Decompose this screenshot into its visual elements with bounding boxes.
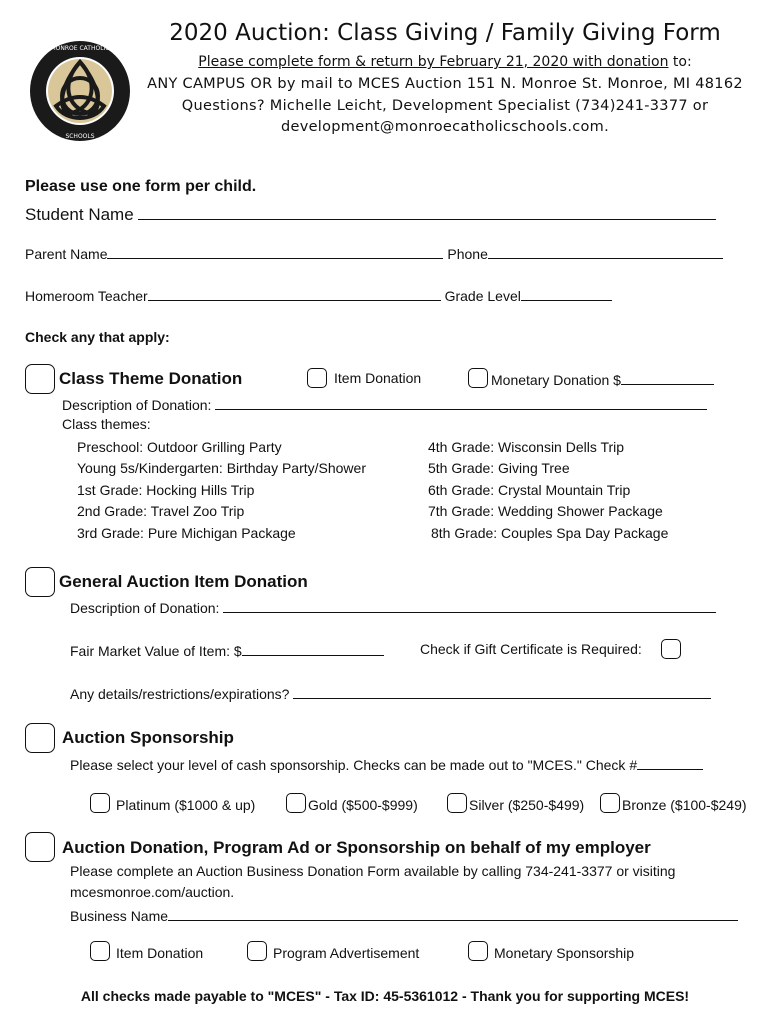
- student-name-field[interactable]: [25, 205, 716, 225]
- class-theme-title: Class Theme Donation: [59, 369, 243, 388]
- general-item-checkbox[interactable]: [25, 567, 55, 597]
- theme-item: 8th Grade: Couples Spa Day Package: [431, 524, 669, 541]
- parent-name-field[interactable]: [25, 244, 723, 262]
- monetary-sponsorship-checkbox[interactable]: [468, 941, 488, 961]
- business-name-label: Business Name: [70, 908, 169, 924]
- questions-contact: Questions? Michelle Leicht, Development Specialist (734)241-3377 or: [181, 98, 709, 114]
- mailing-address: ANY CAMPUS OR by mail to MCES Auction 151 N. Monroe St. Monroe, MI 48162: [147, 76, 743, 92]
- svg-text:SCHOOLS: SCHOOLS: [65, 133, 95, 140]
- theme-item: 6th Grade: Crystal Mountain Trip: [428, 481, 631, 498]
- school-logo: [28, 36, 132, 146]
- program-ad-label: Program Advertisement: [273, 945, 420, 961]
- class-description-field[interactable]: [62, 395, 707, 413]
- class-themes-label: Class themes:: [62, 416, 151, 432]
- theme-item: 1st Grade: Hocking Hills Trip: [77, 481, 255, 498]
- item-donation-checkbox[interactable]: [307, 368, 327, 388]
- item-donation-label: Item Donation: [334, 370, 422, 386]
- class-description-label: Description of Donation:: [62, 397, 212, 413]
- gold-checkbox[interactable]: [286, 793, 306, 813]
- silver-checkbox[interactable]: [447, 793, 467, 813]
- parent-name-line[interactable]: [107, 244, 443, 259]
- footer-note: All checks made payable to "MCES" - Tax ID: 45-5361012 - Thank you for supporting MCES!: [80, 988, 690, 1004]
- gold-label: Gold ($500-$999): [308, 797, 418, 813]
- bronze-checkbox[interactable]: [600, 793, 620, 813]
- phone-label: Phone: [447, 246, 488, 262]
- homeroom-line[interactable]: [148, 286, 441, 301]
- bronze-label: Bronze ($100-$249): [622, 797, 747, 813]
- monetary-donation-checkbox[interactable]: [468, 368, 488, 388]
- employer-item-label: Item Donation: [116, 945, 204, 961]
- silver-label: Silver ($250-$499): [469, 797, 585, 813]
- monetary-sponsorship-label: Monetary Sponsorship: [494, 945, 635, 961]
- deadline-tail: to:: [668, 54, 692, 70]
- sponsorship-text: Please select your level of cash sponsorship. Checks can be made out to "MCES." Check #: [70, 757, 638, 773]
- theme-item: 4th Grade: Wisconsin Dells Trip: [428, 439, 625, 455]
- employer-text-2: mcesmonroe.com/auction.: [70, 884, 235, 900]
- employer-item-checkbox[interactable]: [90, 941, 110, 961]
- theme-item: Young 5s/Kindergarten: Birthday Party/Shower: [77, 460, 366, 477]
- gift-certificate-label: Check if Gift Certificate is Required:: [420, 641, 642, 657]
- details-field[interactable]: [70, 684, 711, 702]
- general-item-title: General Auction Item Donation: [59, 572, 308, 591]
- platinum-label: Platinum ($1000 & up): [116, 797, 256, 813]
- homeroom-label: Homeroom Teacher: [25, 288, 148, 304]
- student-name-line[interactable]: [138, 205, 716, 220]
- class-theme-checkbox[interactable]: [25, 364, 55, 394]
- sponsorship-checkbox[interactable]: [25, 723, 55, 753]
- monetary-donation-label: Monetary Donation $: [491, 372, 621, 388]
- employer-title: Auction Donation, Program Ad or Sponsorship on behalf of my employer: [62, 838, 651, 857]
- return-instructions: [120, 54, 770, 70]
- form-title: 2020 Auction: Class Giving / Family Giving Form: [169, 20, 721, 46]
- details-line[interactable]: [293, 684, 711, 699]
- homeroom-field[interactable]: [25, 286, 612, 304]
- contact-email: development@monroecatholicschools.com.: [280, 119, 610, 135]
- monetary-donation-field[interactable]: [491, 370, 714, 388]
- general-description-label: Description of Donation:: [70, 600, 220, 616]
- theme-item: 5th Grade: Giving Tree: [428, 460, 570, 477]
- general-description-field[interactable]: [70, 598, 716, 616]
- employer-text-1: Please complete an Auction Business Donation Form available by calling 734-241-3377 or visiting: [70, 863, 676, 879]
- fair-market-value-field[interactable]: [70, 641, 384, 659]
- business-name-line[interactable]: [168, 906, 738, 921]
- platinum-checkbox[interactable]: [90, 793, 110, 813]
- details-label: Any details/restrictions/expirations?: [70, 686, 290, 702]
- theme-item: Preschool: Outdoor Grilling Party: [77, 439, 282, 455]
- grade-line[interactable]: [521, 286, 612, 301]
- theme-item: 7th Grade: Wedding Shower Package: [428, 503, 663, 520]
- sponsorship-instructions[interactable]: [70, 755, 703, 773]
- fair-market-value-line[interactable]: [242, 641, 384, 656]
- phone-line[interactable]: [488, 244, 723, 259]
- check-number-line[interactable]: [637, 755, 703, 770]
- sponsorship-title: Auction Sponsorship: [62, 728, 234, 747]
- program-ad-checkbox[interactable]: [247, 941, 267, 961]
- general-description-line[interactable]: [223, 598, 716, 613]
- check-any-label: Check any that apply:: [25, 329, 170, 345]
- fair-market-value-label: Fair Market Value of Item: $: [70, 643, 242, 659]
- theme-item: 2nd Grade: Travel Zoo Trip: [77, 503, 245, 520]
- business-name-field[interactable]: [70, 906, 738, 924]
- theme-item: 3rd Grade: Pure Michigan Package: [77, 524, 296, 541]
- parent-name-label: Parent Name: [25, 246, 108, 262]
- monetary-donation-line[interactable]: [621, 370, 714, 385]
- class-themes-left: [77, 437, 366, 544]
- class-themes-right: [428, 437, 668, 544]
- class-description-line[interactable]: [215, 395, 707, 410]
- grade-label: Grade Level: [444, 288, 521, 304]
- employer-checkbox[interactable]: [25, 832, 55, 862]
- deadline-text: Please complete form & return by February 21, 2020 with donation: [198, 54, 669, 70]
- student-name-label: Student Name: [25, 205, 134, 224]
- one-form-note: Please use one form per child.: [25, 178, 257, 195]
- svg-text:MONROE CATHOLIC: MONROE CATHOLIC: [50, 45, 110, 52]
- gift-certificate-checkbox[interactable]: [661, 639, 681, 659]
